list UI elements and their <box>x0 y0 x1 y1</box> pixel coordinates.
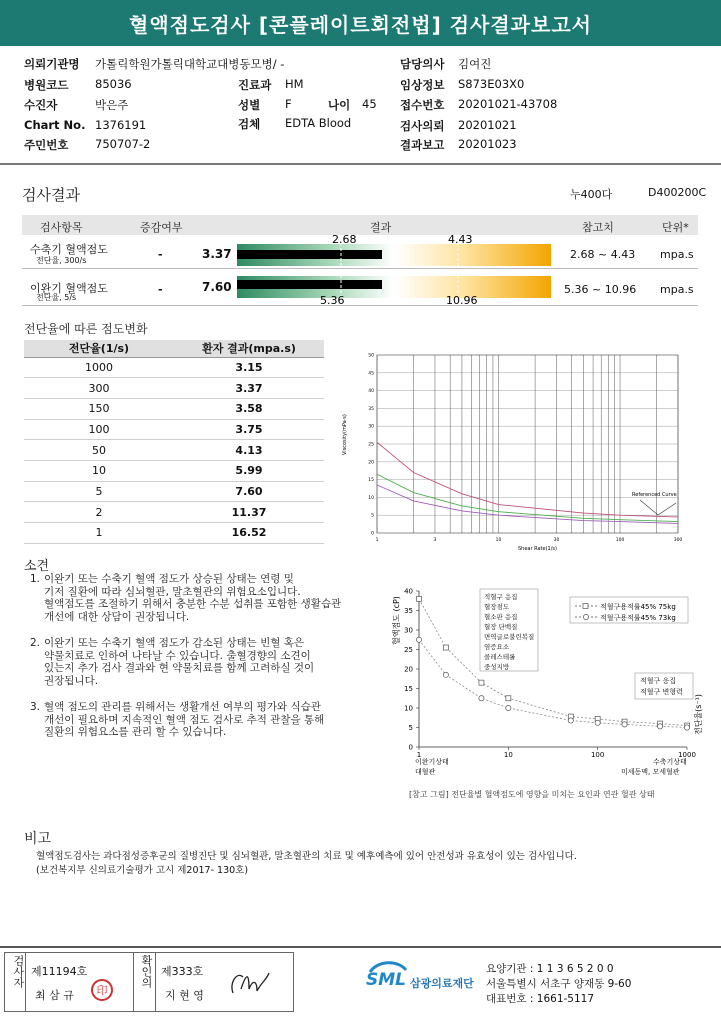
specimen-label: 검체 <box>238 117 261 131</box>
chart1-ylabel: Viscosity(mPa·s) <box>342 414 348 455</box>
y-tick-label: 45 <box>368 371 374 377</box>
shear-value: 3.37 <box>174 378 324 399</box>
sml-logo <box>366 958 474 1001</box>
factor-label: 혈장 단백질 <box>484 623 518 631</box>
note-no: 1. <box>30 573 41 585</box>
result-date-value: 20201023 <box>458 137 517 151</box>
y-tick-label: 20 <box>404 665 413 674</box>
data-point-circle <box>479 696 484 701</box>
specimen-value: EDTA Blood <box>285 116 352 130</box>
y-tick-label: 0 <box>371 531 374 537</box>
x-tick-label: 100 <box>590 751 605 759</box>
row-name: 이완기 혈액점도 <box>30 282 108 295</box>
x-tick-label: 30 <box>553 538 560 543</box>
right-note2: 적혈구 변형력 <box>640 688 683 696</box>
request-label: 검사의뢰 <box>400 119 445 133</box>
row-reference: 5.36 ~ 10.96 <box>564 283 637 296</box>
ref-low-label-1: 2.68 <box>332 233 357 246</box>
data-point-square <box>443 645 448 650</box>
value-bar-2 <box>237 280 382 289</box>
shear-value: 4.13 <box>174 440 324 461</box>
shear-rate: 1000 <box>24 357 174 378</box>
y-tick-label: 10 <box>368 495 374 501</box>
header-change: 증감여부 <box>140 221 183 234</box>
age-value: 45 <box>362 97 377 111</box>
note-line: 기저 질환에 따라 심뇌혈관, 말초혈관의 위험요소입니다. <box>44 585 301 598</box>
shear-value: 3.75 <box>174 419 324 440</box>
institution-value: 가톨릭학원가톨릭대학교대병동모병/ - <box>95 57 285 71</box>
org-name: 삼광의료재단 <box>410 977 474 990</box>
remarks-title: 비고 <box>24 831 52 847</box>
row-sub: 전단율, 300/s <box>36 256 87 265</box>
y-tick-label: 25 <box>404 646 413 654</box>
x-tick-label: 100 <box>615 538 625 543</box>
note-item <box>30 637 390 687</box>
header-unit: 단위* <box>662 221 689 234</box>
table-row <box>24 440 324 461</box>
clinical-label: 임상정보 <box>400 78 445 92</box>
notes-title: 소견 <box>24 559 50 574</box>
data-point-circle <box>506 705 511 710</box>
data-point-circle <box>658 724 663 729</box>
factor-label: 혈장점도 <box>484 603 510 611</box>
shear-rate: 150 <box>24 398 174 419</box>
report-title: 혈액점도검사 [콘플레이트회전법] 검사결과보고서 <box>0 0 721 46</box>
separator <box>155 953 156 1011</box>
data-point-circle <box>416 637 421 642</box>
shear-rate: 10 <box>24 460 174 481</box>
signature-icon <box>227 963 271 1003</box>
x-left-label2: 대혈관 <box>415 768 436 776</box>
legend-b: 적혈구용적률45% 73kg <box>600 614 676 622</box>
examiner-label: 검사자 <box>12 955 25 988</box>
value-bar-1 <box>237 250 382 259</box>
clinical-value: S873E03X0 <box>458 77 525 91</box>
examiner-stamp: 印 <box>91 979 113 1001</box>
note-line: 있는지 추가 검사 결과와 현 약물치료를 함께 고려하실 것이 <box>44 662 315 674</box>
x-tick-label: 3 <box>433 538 437 543</box>
data-point-circle <box>684 725 689 730</box>
chart2-ylabel: 혈액점도 (cP) <box>392 596 401 645</box>
address: 서울특별시 서초구 양재동 9-60 <box>486 978 632 990</box>
factor-label: 면역글로불린복질 <box>484 633 535 641</box>
signature-box <box>4 952 294 1012</box>
y-tick-label: 35 <box>368 406 374 412</box>
chart-label: Chart No. <box>24 118 86 132</box>
y-tick-label: 15 <box>404 685 413 693</box>
table-row <box>24 523 324 544</box>
institution-label: 의뢰기관명 <box>24 57 80 71</box>
note-line: 개선이 필요하며 지속적인 혈액 점도 검사로 추적 관찰을 통해 <box>44 713 325 726</box>
shear-value: 11.37 <box>174 502 324 523</box>
receiver-label: 수진자 <box>24 98 58 112</box>
data-point-circle <box>568 718 573 723</box>
rrn-value: 750707-2 <box>95 137 151 151</box>
header-item: 검사항목 <box>40 221 83 234</box>
y-tick-label: 25 <box>368 442 374 448</box>
doctor-label: 담당의사 <box>400 57 445 71</box>
note-item <box>30 573 390 623</box>
receipt-value: 20201021-43708 <box>458 97 558 111</box>
code2: D400200C <box>648 186 707 199</box>
header-result: 결과 <box>370 221 392 234</box>
logo-text: SML <box>366 970 406 990</box>
shear-rate: 100 <box>24 419 174 440</box>
note-item <box>30 701 390 739</box>
confirmer-label: 확인의 <box>140 955 153 988</box>
table-row <box>24 419 324 440</box>
row-change: - <box>158 283 163 296</box>
table-row <box>24 378 324 399</box>
row-change: - <box>158 248 163 261</box>
x-tick-label: 1 <box>416 751 422 759</box>
confirmer-name: 지 현 영 <box>165 989 204 1002</box>
chart2-caption: [참고 그림] 전단율별 혈액점도에 영향을 미치는 요인과 연관 혈관 상태 <box>409 790 655 799</box>
note-line: 권장됩니다. <box>44 674 99 687</box>
doctor-value: 김여진 <box>458 57 492 71</box>
note-line: 혈액 점도의 관리를 위해서는 생활개선 여부의 평가와 식습관 <box>44 701 321 713</box>
legend-marker-a <box>583 604 588 609</box>
results-title: 검사결과 <box>22 186 80 204</box>
table-row <box>24 398 324 419</box>
remarks-line2: (보건복지부 신의료기술평가 고시 제2017- 130호) <box>36 865 249 876</box>
y-tick-label: 50 <box>368 353 374 359</box>
chart2-y2label: 전단율(s⁻¹) <box>694 693 703 735</box>
y-tick-label: 20 <box>368 460 374 466</box>
row-value: 3.37 <box>202 247 232 261</box>
note-line: 약물치료로 인하여 나타날 수 있습니다. 출혈경향의 소견이 <box>44 649 311 662</box>
chart-value: 1376191 <box>95 118 147 132</box>
agency: 요양기관 : 1 1 3 6 5 2 0 0 <box>486 963 614 975</box>
note-line: 질환의 위험요소를 관리 할 수 있습니다. <box>44 726 227 738</box>
legend-a: 적혈구용적률45% 75kg <box>600 603 676 611</box>
shear-rate: 50 <box>24 440 174 461</box>
separator <box>25 953 26 1011</box>
row-unit: mpa.s <box>660 283 694 296</box>
row-name: 수축기 혈액점도 <box>30 243 108 256</box>
legend-marker-b <box>583 614 588 619</box>
table-row <box>24 481 324 502</box>
shear-value: 16.52 <box>174 523 324 544</box>
shear-col2: 환자 결과(mpa.s) <box>174 340 324 357</box>
header-reference: 참고치 <box>582 221 614 234</box>
reference-chart <box>385 585 705 825</box>
y-tick-label: 5 <box>371 513 374 519</box>
row-sub: 전단율, 5/s <box>36 293 77 302</box>
note-no: 3. <box>30 701 41 713</box>
ref-high-label-2: 10.96 <box>446 294 478 307</box>
shear-value: 7.60 <box>174 481 324 502</box>
viscosity-chart <box>340 345 690 553</box>
table-row <box>24 502 324 523</box>
result-date-label: 결과보고 <box>400 138 445 152</box>
chart1-annotation: Referenced Curve <box>632 492 677 498</box>
factor-label: 염증요소 <box>484 643 510 651</box>
footer-divider <box>0 946 721 948</box>
x-tick-label: 300 <box>673 538 683 543</box>
factor-label: 혈소판 응집 <box>484 613 518 621</box>
rrn-label: 주민번호 <box>24 138 69 152</box>
sex-value: F <box>285 97 292 111</box>
note-line: 이완기 또는 수축기 혈액 점도가 상승된 상태는 연령 및 <box>44 573 294 585</box>
receipt-label: 접수번호 <box>400 98 445 112</box>
x-tick-label: 10 <box>495 538 502 543</box>
org-info <box>486 962 631 1007</box>
y-tick-label: 15 <box>368 478 374 484</box>
right-note1: 적혈구 응집 <box>640 677 677 685</box>
data-point-square <box>417 596 422 601</box>
row-reference: 2.68 ~ 4.43 <box>570 248 636 261</box>
shear-rate: 2 <box>24 502 174 523</box>
y-tick-label: 0 <box>408 743 413 752</box>
confirmer-no: 제333호 <box>161 965 204 978</box>
x-right-label1: 수축기상태 <box>653 758 687 766</box>
hospital-code-label: 병원코드 <box>24 78 69 92</box>
shear-rate: 1 <box>24 523 174 544</box>
shear-value: 3.58 <box>174 398 324 419</box>
y-tick-label: 35 <box>404 607 413 615</box>
x-tick-label: 1000 <box>678 751 696 759</box>
shear-value: 3.15 <box>174 357 324 378</box>
shear-col1: 전단율(1/s) <box>24 340 174 357</box>
chart1-xlabel: Shear Rate(1/s) <box>518 546 557 552</box>
data-point-circle <box>622 722 627 727</box>
data-point-square <box>479 680 484 685</box>
table-row <box>24 357 324 378</box>
department-value: HM <box>285 77 304 91</box>
ref-low-label-2: 5.36 <box>320 294 345 307</box>
department-label: 진료과 <box>238 78 272 92</box>
y-tick-label: 10 <box>404 704 413 713</box>
x-tick-label: 1 <box>375 538 379 543</box>
note-line: 혈액점도를 조절하기 위해서 충분한 수분 섭취를 포함한 생활습관 <box>44 598 342 610</box>
shear-rate: 300 <box>24 378 174 399</box>
separator <box>133 953 134 1011</box>
ref-high-label-1: 4.43 <box>448 233 473 246</box>
shear-table <box>24 340 324 544</box>
table-row <box>24 460 324 481</box>
note-line: 개선에 대한 상담이 권장됩니다. <box>44 610 190 623</box>
y-tick-label: 5 <box>408 724 413 732</box>
remarks-line1: 혈액점도검사는 과다점성증후군의 질병진단 및 심뇌혈관, 말초혈관의 치료 및 예후예측에 있어 안전성과 유효성이 있는 검사입니다. <box>36 851 577 862</box>
age-label: 나이 <box>328 98 351 112</box>
factor-label: 중성지방 <box>484 663 510 671</box>
y-tick-label: 40 <box>368 389 374 395</box>
data-point-circle <box>595 720 600 725</box>
x-tick-label: 10 <box>503 751 513 759</box>
factor-label: 콜레스테롤 <box>484 653 516 661</box>
data-point-square <box>506 696 511 701</box>
phone: 대표번호 : 1661-5117 <box>486 993 595 1005</box>
shear-rate: 5 <box>24 481 174 502</box>
data-point-circle <box>443 672 448 677</box>
x-right-label2: 미세동맥, 모세혈관 <box>621 768 680 776</box>
y-tick-label: 30 <box>404 626 413 635</box>
shear-title: 전단율에 따른 점도변화 <box>24 322 148 336</box>
note-no: 2. <box>30 637 41 649</box>
row-unit: mpa.s <box>660 248 694 261</box>
shear-value: 5.99 <box>174 460 324 481</box>
note-line: 이완기 또는 수축기 혈액 점도가 감소된 상태는 빈혈 혹은 <box>44 637 304 649</box>
x-left-label1: 이완기상태 <box>415 758 449 766</box>
hospital-code-value: 85036 <box>95 77 132 91</box>
y-tick-label: 40 <box>404 587 413 596</box>
sex-label: 성별 <box>238 98 261 112</box>
examiner-no: 제11194호 <box>31 965 88 978</box>
row-value: 7.60 <box>202 280 232 294</box>
notes-list <box>30 573 390 739</box>
factor-label: 적혈구 응집 <box>484 593 518 601</box>
request-value: 20201021 <box>458 118 517 132</box>
result-bars <box>0 0 721 320</box>
receiver-value: 박은주 <box>95 98 129 112</box>
examiner-name: 최 삼 규 <box>35 989 74 1002</box>
code1: 누400다 <box>570 188 613 201</box>
y-tick-label: 30 <box>368 424 374 430</box>
